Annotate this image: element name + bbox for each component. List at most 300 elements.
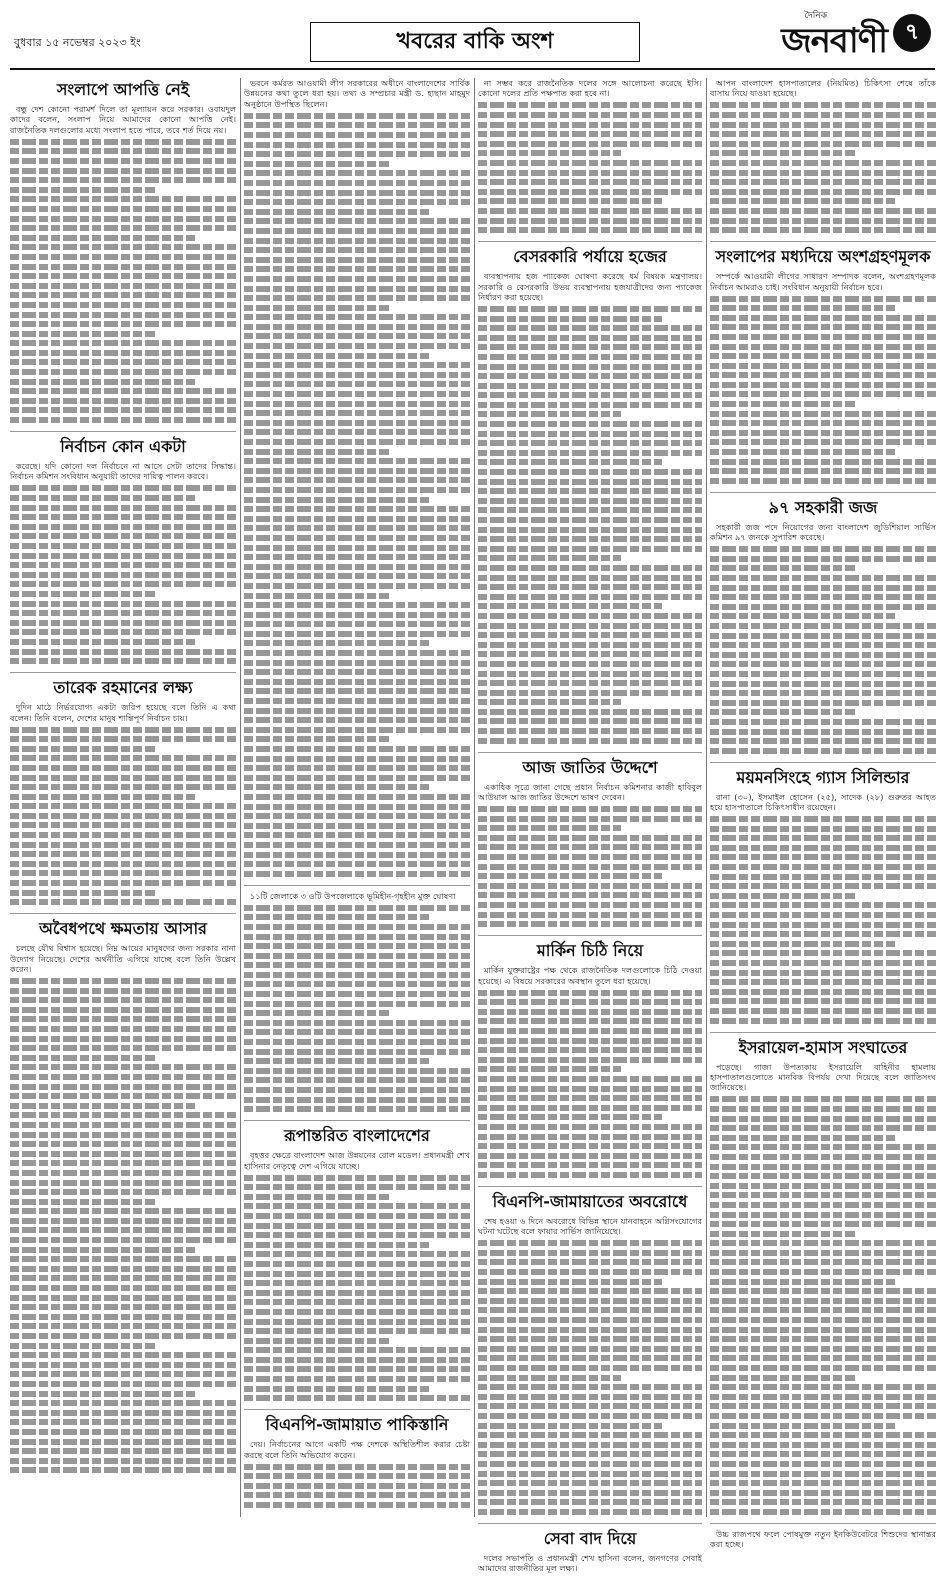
text-line — [478, 825, 621, 831]
text-line — [478, 354, 702, 360]
text-line — [10, 407, 236, 413]
text-line — [478, 835, 702, 841]
article — [10, 919, 236, 1473]
text-line — [244, 1290, 470, 1296]
text-line — [710, 420, 936, 426]
text-line — [710, 556, 936, 562]
text-line — [244, 362, 470, 368]
text-line — [244, 804, 470, 810]
text-line — [478, 344, 702, 350]
article-separator — [710, 241, 936, 242]
text-line — [710, 208, 936, 214]
text-line — [244, 1058, 429, 1064]
text-line — [244, 1232, 470, 1238]
text-line — [244, 1261, 470, 1267]
text-line — [244, 698, 470, 704]
article-lead-text: করেছে। যদি কোনো দল নির্বাচনে না আসে সেটা তাদের সিদ্ধান্ত। নির্বাচন কমিশন সংবিধান অনুযায়ী তাদের দায়িত্ব পালন করবে। — [10, 461, 236, 482]
text-line — [478, 844, 702, 850]
text-line — [10, 369, 236, 375]
article — [10, 437, 236, 664]
text-line — [710, 141, 936, 147]
text-line — [244, 640, 429, 646]
text-line — [710, 950, 936, 956]
text-line — [478, 383, 702, 389]
text-line — [710, 344, 936, 350]
text-line — [710, 324, 936, 330]
text-line — [710, 198, 895, 204]
text-line — [10, 1132, 236, 1138]
text-line — [244, 295, 470, 301]
text-line — [478, 999, 702, 1005]
text-line — [10, 1391, 195, 1397]
text-line — [10, 1429, 236, 1435]
text-line — [710, 1317, 936, 1323]
text-line — [10, 1180, 236, 1186]
text-line — [10, 1151, 236, 1157]
text-line — [710, 1096, 936, 1102]
text-line — [244, 943, 470, 949]
article — [710, 498, 936, 754]
text-line — [244, 343, 470, 349]
article — [10, 678, 236, 905]
text-line — [478, 131, 702, 137]
text-line — [478, 738, 702, 744]
article-separator — [710, 492, 936, 493]
article-separator — [478, 1186, 702, 1187]
article — [478, 1192, 702, 1515]
text-line — [10, 1352, 236, 1358]
text-line — [710, 864, 936, 870]
masthead-rule — [10, 68, 935, 70]
text-line — [244, 1175, 470, 1181]
text-line — [10, 1084, 236, 1090]
text-line — [478, 527, 702, 533]
text-line — [244, 1319, 470, 1325]
text-line — [10, 1362, 236, 1368]
text-line — [478, 208, 702, 214]
text-line — [478, 709, 702, 715]
text-line — [710, 633, 936, 639]
text-line — [244, 199, 470, 205]
text-line — [478, 1375, 621, 1381]
text-line — [10, 1141, 236, 1147]
text-line — [244, 631, 470, 637]
text-line — [710, 970, 936, 976]
text-line — [710, 671, 936, 677]
article-separator — [710, 1032, 936, 1033]
article-headline: অবৈধপথে ক্ষমতায় আসার — [39, 919, 207, 939]
article-separator — [710, 762, 936, 763]
text-line — [710, 835, 936, 841]
text-line — [244, 621, 470, 627]
text-line — [478, 1018, 702, 1024]
text-line — [10, 1189, 236, 1195]
article-separator — [710, 1523, 936, 1524]
text-line — [10, 1343, 155, 1349]
text-line — [710, 112, 936, 118]
text-line — [244, 314, 470, 320]
text-line — [478, 102, 702, 108]
text-line — [10, 331, 155, 337]
text-line — [478, 1105, 702, 1111]
text-line — [478, 632, 702, 638]
text-line — [710, 227, 936, 233]
article-body — [244, 891, 470, 1112]
text-line — [10, 533, 236, 539]
text-line — [244, 429, 470, 435]
text-line — [10, 505, 236, 511]
column-divider — [240, 78, 241, 1517]
text-line — [10, 1285, 236, 1291]
text-line — [710, 1375, 855, 1381]
text-line — [244, 852, 470, 858]
text-line — [478, 661, 702, 667]
text-line — [244, 1464, 470, 1470]
text-line — [244, 813, 470, 819]
text-line — [710, 931, 936, 937]
text-line — [244, 238, 470, 244]
text-line — [710, 1269, 936, 1275]
text-line — [710, 334, 936, 340]
text-line — [478, 1384, 702, 1390]
text-line — [710, 700, 936, 706]
text-line — [10, 736, 236, 742]
text-line — [10, 1467, 236, 1473]
text-line — [244, 458, 470, 464]
text-line — [10, 1218, 236, 1224]
text-line — [244, 1068, 470, 1074]
column-1 — [10, 78, 236, 1481]
article-separator — [244, 885, 470, 886]
text-line — [244, 794, 470, 800]
article — [10, 80, 236, 423]
text-line — [478, 1172, 702, 1178]
text-line — [478, 546, 702, 552]
text-line — [10, 639, 195, 645]
text-line — [478, 854, 702, 860]
text-line — [10, 988, 236, 994]
text-line — [10, 562, 236, 568]
text-line — [10, 572, 236, 578]
text-line — [478, 1047, 702, 1053]
text-line — [244, 660, 470, 666]
text-line — [244, 1483, 470, 1489]
text-line — [244, 487, 470, 493]
text-line — [478, 1162, 702, 1168]
text-line — [10, 997, 236, 1003]
text-line — [710, 912, 936, 918]
text-line — [710, 189, 936, 195]
text-line — [244, 1242, 429, 1248]
text-line — [244, 449, 389, 455]
text-line — [478, 141, 702, 147]
text-line — [244, 353, 429, 359]
article-separator — [478, 935, 702, 936]
text-line — [10, 148, 236, 154]
text-line — [710, 565, 855, 571]
text-line — [478, 718, 702, 724]
text-line — [710, 854, 936, 860]
text-line — [10, 235, 195, 241]
text-line — [710, 102, 936, 108]
text-line — [478, 1114, 662, 1120]
text-line — [710, 170, 936, 176]
text-line — [478, 873, 662, 879]
text-line — [10, 870, 236, 876]
text-line — [10, 1026, 236, 1032]
text-line — [10, 1410, 236, 1416]
text-line — [478, 469, 702, 475]
text-line — [710, 218, 936, 224]
text-line — [478, 421, 702, 427]
column-3 — [478, 78, 702, 1582]
article-body — [710, 1529, 936, 1550]
text-line — [244, 1492, 470, 1498]
article — [244, 78, 470, 877]
text-line — [10, 727, 236, 733]
text-line — [10, 1448, 236, 1454]
article — [710, 1038, 936, 1515]
text-line — [478, 218, 702, 224]
article-lead-text: আপন বাংলাদেশ হাসপাতালের (নিয়মিত) চিকিৎসা শেষে তাঁকে বাসায় নিয়ে যাওয়া হয়েছে। — [710, 78, 936, 99]
text-line — [478, 364, 702, 370]
text-line — [10, 1247, 195, 1253]
text-line — [478, 594, 702, 600]
text-line — [10, 658, 236, 664]
text-line — [478, 892, 702, 898]
text-line — [710, 1173, 936, 1179]
text-line — [478, 990, 702, 996]
text-line — [244, 612, 470, 618]
article-lead-text: ব্যবস্থাপনায় হজ প্যাকেজ ঘোষণা করেছে ধর্ম বিষয়ক মন্ত্রণালয়। সরকারি ও বেসরকারি উভয় ব্যবস্থাপনায় হজযাত্রীদের জন্য প্যাকেজ নির্ধারণ করা হয়েছে। — [478, 271, 702, 302]
text-line — [710, 1499, 936, 1505]
text-line — [710, 1423, 895, 1429]
text-line — [478, 1423, 662, 1429]
text-line — [478, 1124, 702, 1130]
text-line — [10, 312, 236, 318]
article-body — [478, 782, 702, 928]
text-line — [244, 991, 470, 997]
text-line — [10, 832, 236, 838]
text-line — [478, 198, 662, 204]
article-body — [10, 943, 236, 1473]
text-line — [244, 1357, 470, 1363]
article-lead-text: ভবনে কর্মরত আওয়ামী লীগ সরকারের অধীনে বাংলাদেশের সার্বিক উন্নয়নের কথা তুলে ধরা হয়। তথ্য ও সম্প্রচার মন্ত্রী ড. হাছান মাহমুদ অনুষ্ঠানে উপস্থিত ছিলেন। — [244, 78, 470, 109]
article-body — [478, 965, 702, 1178]
text-line — [478, 411, 621, 417]
text-line — [478, 912, 702, 918]
text-line — [244, 535, 470, 541]
article-lead-text: উচ্চ রাজপথে ফলে পোষমুক্ত নতুন ইনকিউবেটরে শিশুদের স্থানান্তর করা হচ্ছে। — [710, 1528, 936, 1550]
text-line — [244, 209, 429, 215]
article-lead-text: দেয়। নির্বাচনের আগে একটি পক্ষ দেশকে অস্থিতিশীল করার চেষ্টা করছে বলে তিনি অভিযোগ করেন। — [244, 1439, 470, 1460]
text-line — [478, 565, 702, 571]
column-divider — [474, 78, 475, 1517]
text-line — [244, 1299, 470, 1305]
text-line — [10, 1170, 236, 1176]
text-line — [244, 573, 470, 579]
text-line — [478, 1346, 702, 1352]
text-line — [478, 642, 702, 648]
text-line — [710, 1365, 936, 1371]
text-line — [10, 177, 236, 183]
text-line — [10, 388, 236, 394]
text-line — [710, 315, 936, 321]
text-line — [244, 257, 470, 263]
text-line — [710, 719, 936, 725]
text-line — [710, 585, 936, 591]
text-line — [478, 112, 702, 118]
text-line — [244, 170, 470, 176]
text-line — [478, 189, 702, 195]
article — [244, 891, 470, 1112]
text-line — [710, 1307, 936, 1313]
column-4 — [710, 78, 936, 1558]
text-line — [478, 671, 702, 677]
text-line — [244, 861, 470, 867]
article-body — [710, 271, 936, 484]
text-line — [710, 430, 936, 436]
text-line — [10, 417, 236, 423]
text-line — [710, 960, 936, 966]
text-line — [710, 1125, 936, 1131]
text-line — [10, 398, 236, 404]
text-line — [710, 1106, 936, 1112]
text-line — [244, 1010, 389, 1016]
text-line — [710, 845, 936, 851]
text-line — [10, 1439, 236, 1445]
text-line — [710, 1461, 936, 1467]
text-line — [10, 1381, 236, 1387]
text-line — [710, 941, 895, 947]
text-line — [10, 350, 236, 356]
article-body — [710, 522, 936, 754]
text-line — [244, 1087, 470, 1093]
text-line — [710, 1231, 855, 1237]
text-line — [10, 187, 155, 193]
article-headline: মার্কিন চিঠি নিয়ে — [536, 941, 644, 961]
text-line — [244, 401, 470, 407]
text-line — [478, 1365, 702, 1371]
text-line — [244, 1347, 470, 1353]
text-line — [10, 1199, 155, 1205]
text-line — [478, 373, 702, 379]
text-line — [710, 902, 936, 908]
article-lead-text: চলছে যৌথ বিশ্বাস হয়েছে। নিম্ন আয়ের মানুষদের জন্য সরকার নানা উদ্যোগ নিয়েছে। দেশের অর্থনীতি এগিয়ে যাচ্ছে বলে তিনি উল্লেখ করেন। — [10, 943, 236, 975]
text-line — [478, 816, 702, 822]
text-line — [244, 1039, 470, 1045]
article-body — [710, 78, 936, 233]
article-separator — [478, 752, 702, 753]
article-body — [244, 78, 470, 877]
text-line — [244, 1223, 470, 1229]
text-line — [10, 755, 236, 761]
text-line — [244, 286, 470, 292]
column-divider — [706, 78, 707, 1517]
text-line — [244, 333, 470, 339]
text-line — [10, 553, 236, 559]
article-separator — [10, 913, 236, 914]
text-line — [10, 524, 236, 530]
text-line — [10, 765, 236, 771]
text-line — [244, 842, 470, 848]
text-line — [10, 842, 236, 848]
text-line — [244, 914, 429, 920]
text-line — [10, 206, 236, 212]
text-line — [10, 1400, 236, 1406]
text-line — [244, 832, 470, 838]
text-line — [478, 306, 702, 312]
text-line — [710, 353, 936, 359]
text-line — [710, 1221, 936, 1227]
text-line — [10, 1016, 236, 1022]
text-line — [710, 922, 936, 928]
text-line — [244, 468, 470, 474]
text-line — [244, 1184, 470, 1190]
text-line — [710, 372, 936, 378]
text-line — [478, 1471, 702, 1477]
text-line — [10, 283, 236, 289]
text-line — [710, 305, 895, 311]
text-line — [710, 1346, 936, 1352]
text-line — [244, 905, 470, 911]
text-line — [478, 902, 702, 908]
text-line — [478, 1336, 702, 1342]
article-lead-text: দলের সভাপতি ও প্রধানমন্ত্রী শেখ হাসিনা বলেন, জনগণের সেবাই আমাদের রাজনীতির মূল লক্ষ্য। — [478, 1552, 702, 1574]
text-line — [478, 479, 702, 485]
text-line — [10, 610, 236, 616]
text-line — [244, 410, 470, 416]
text-line — [478, 1327, 702, 1333]
article-lead-text: বৃহত্তর ক্ষেত্রে বাংলাদেশ আজ উন্নয়নের রোল মডেল। প্রধানমন্ত্রী শেখ হাসিনার নেতৃত্বে দেশ এগিয়ে যাচ্ছে। — [244, 1150, 470, 1171]
text-line — [244, 1338, 389, 1344]
text-line — [244, 1386, 429, 1392]
text-line — [710, 1509, 936, 1515]
text-line — [478, 1240, 702, 1246]
text-line — [710, 401, 855, 407]
text-line — [10, 775, 236, 781]
text-line — [244, 717, 470, 723]
text-line — [478, 1086, 702, 1092]
text-line — [10, 495, 195, 501]
article-body — [10, 702, 236, 905]
text-line — [710, 411, 936, 417]
article-lead-text: শেষ হওয়া ৬ দিনে অবরোধে বিভিন্ন স্থানে যানবাহনে অগ্নিসংযোগের ঘটনা ঘটেছে বলে ফায়ার সার্ভিস জানিয়েছে। — [478, 1215, 702, 1237]
text-line — [710, 1144, 936, 1150]
text-line — [478, 1288, 702, 1294]
text-line — [710, 1250, 936, 1256]
text-line — [710, 613, 895, 619]
text-line — [478, 690, 702, 696]
text-line — [10, 1160, 236, 1166]
text-line — [710, 623, 936, 629]
article-headline: রূপান্তরিত বাংলাদেশের — [284, 1126, 430, 1146]
text-line — [710, 382, 936, 388]
text-line — [10, 880, 236, 886]
text-line — [710, 1008, 936, 1014]
text-line — [478, 1451, 702, 1457]
text-line — [244, 1097, 470, 1103]
text-line — [478, 498, 702, 504]
text-line — [10, 1458, 236, 1464]
text-line — [244, 151, 470, 157]
text-line — [244, 180, 470, 186]
text-line — [710, 661, 936, 667]
text-line — [244, 756, 470, 762]
text-line — [244, 122, 470, 128]
text-line — [244, 679, 470, 685]
text-line — [10, 1323, 236, 1329]
